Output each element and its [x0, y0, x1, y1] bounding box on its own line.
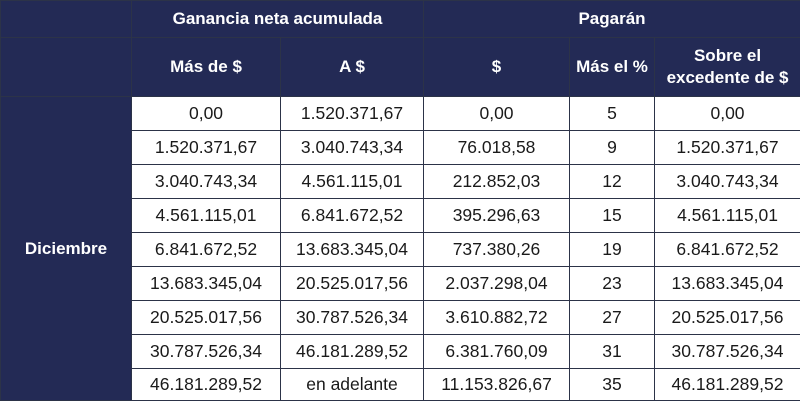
group-header-ganancia: Ganancia neta acumulada [132, 1, 424, 38]
corner-cell-lower [1, 38, 132, 97]
cell-a: 1.520.371,67 [281, 97, 424, 131]
cell-a: 20.525.017,56 [281, 267, 424, 301]
month-label: Diciembre [1, 97, 132, 401]
group-header-pagaran: Pagarán [424, 1, 800, 38]
cell-mas-de: 3.040.743,34 [132, 165, 281, 199]
group-header-row [1, 1, 800, 38]
cell-a: 46.181.289,52 [281, 335, 424, 369]
cell-mas-de: 1.520.371,67 [132, 131, 281, 165]
cell-excedente: 30.787.526,34 [655, 335, 800, 369]
corner-cell [1, 1, 132, 38]
cell-excedente: 46.181.289,52 [655, 369, 800, 401]
cell-mas-de: 0,00 [132, 97, 281, 131]
cell-a: 13.683.345,04 [281, 233, 424, 267]
cell-pesos: 0,00 [424, 97, 570, 131]
cell-excedente: 4.561.115,01 [655, 199, 800, 233]
cell-pesos: 3.610.882,72 [424, 301, 570, 335]
column-header-mas-el-pct: Más el % [570, 38, 655, 97]
cell-excedente: 13.683.345,04 [655, 267, 800, 301]
cell-pct: 19 [570, 233, 655, 267]
cell-a: 6.841.672,52 [281, 199, 424, 233]
cell-excedente: 1.520.371,67 [655, 131, 800, 165]
cell-pesos: 11.153.826,67 [424, 369, 570, 401]
cell-excedente: 0,00 [655, 97, 800, 131]
cell-excedente: 6.841.672,52 [655, 233, 800, 267]
cell-pesos: 737.380,26 [424, 233, 570, 267]
cell-a: en adelante [281, 369, 424, 401]
cell-mas-de: 20.525.017,56 [132, 301, 281, 335]
cell-mas-de: 30.787.526,34 [132, 335, 281, 369]
cell-pct: 35 [570, 369, 655, 401]
cell-pct: 15 [570, 199, 655, 233]
cell-pct: 23 [570, 267, 655, 301]
column-header-sobre-excedente: Sobre el excedente de $ [655, 38, 800, 97]
cell-mas-de: 13.683.345,04 [132, 267, 281, 301]
column-header-a: A $ [281, 38, 424, 97]
cell-mas-de: 4.561.115,01 [132, 199, 281, 233]
cell-mas-de: 46.181.289,52 [132, 369, 281, 401]
cell-excedente: 3.040.743,34 [655, 165, 800, 199]
cell-pesos: 2.037.298,04 [424, 267, 570, 301]
cell-pesos: 6.381.760,09 [424, 335, 570, 369]
cell-a: 3.040.743,34 [281, 131, 424, 165]
cell-pesos: 395.296,63 [424, 199, 570, 233]
cell-excedente: 20.525.017,56 [655, 301, 800, 335]
cell-pct: 12 [570, 165, 655, 199]
column-header-mas-de: Más de $ [132, 38, 281, 97]
cell-a: 30.787.526,34 [281, 301, 424, 335]
table-body [1, 97, 800, 401]
cell-pct: 9 [570, 131, 655, 165]
column-header-row [1, 38, 800, 97]
cell-mas-de: 6.841.672,52 [132, 233, 281, 267]
cell-pesos: 212.852,03 [424, 165, 570, 199]
cell-a: 4.561.115,01 [281, 165, 424, 199]
cell-pct: 27 [570, 301, 655, 335]
cell-pesos: 76.018,58 [424, 131, 570, 165]
column-header-pesos: $ [424, 38, 570, 97]
table-row [1, 97, 800, 131]
cell-pct: 31 [570, 335, 655, 369]
cell-pct: 5 [570, 97, 655, 131]
